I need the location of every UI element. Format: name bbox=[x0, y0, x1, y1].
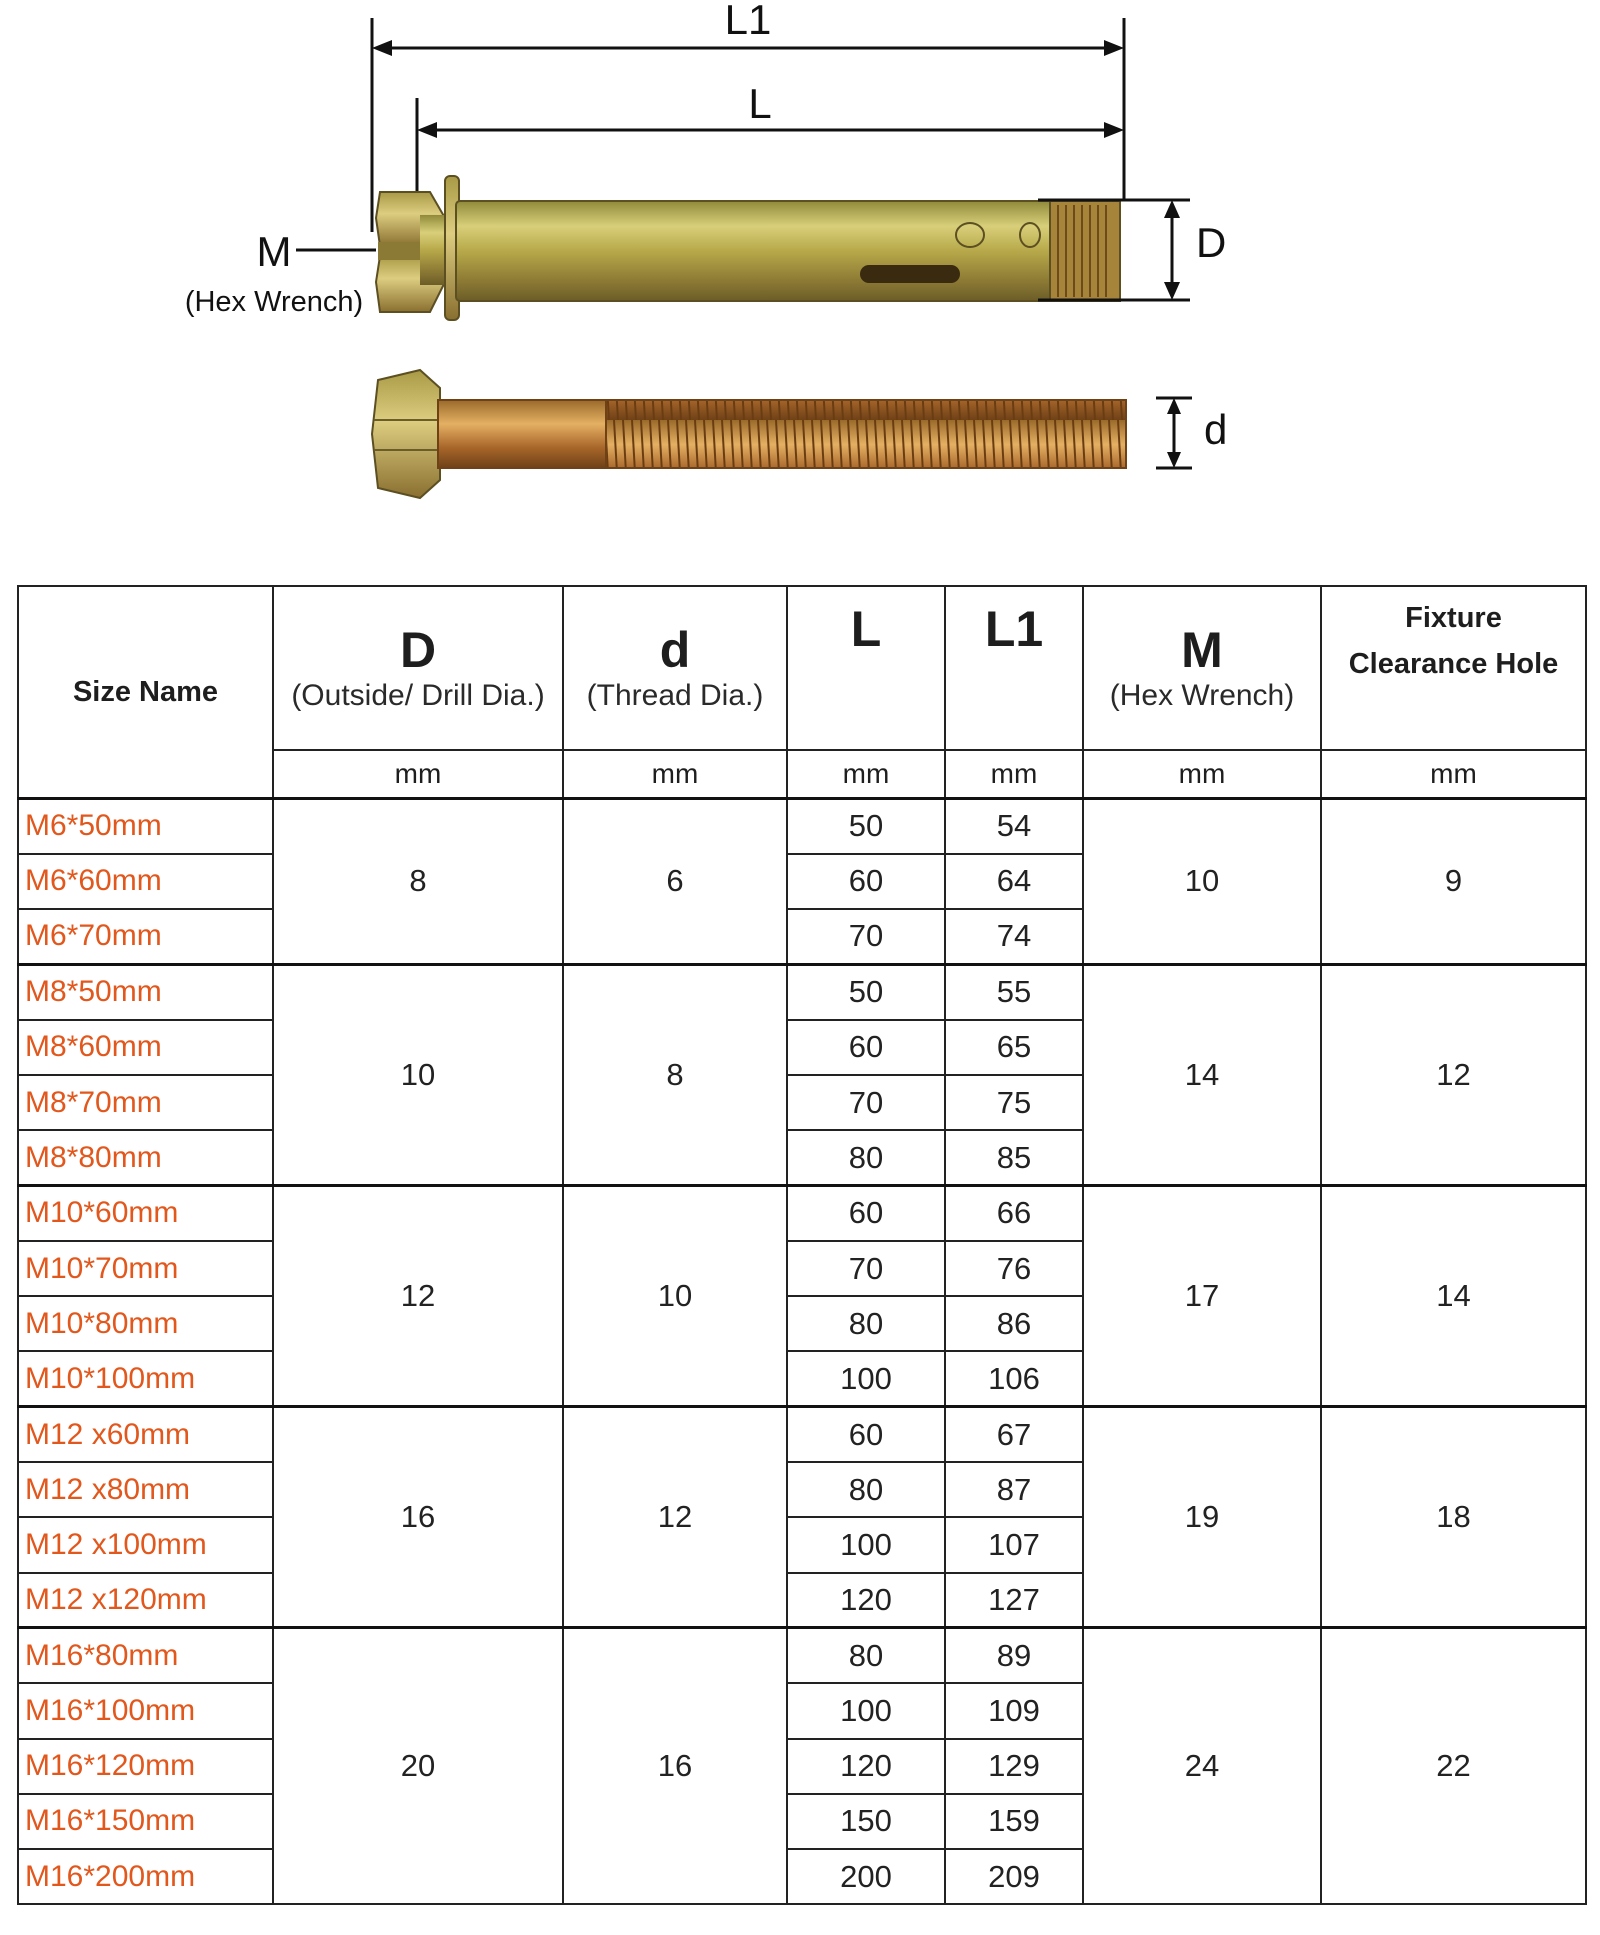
anchor-bolt-diagram bbox=[0, 0, 1600, 560]
d-thread-cell: 8 bbox=[563, 964, 787, 1185]
unit-l1: mm bbox=[945, 750, 1083, 799]
l1-cell: 74 bbox=[945, 909, 1083, 964]
l-cell: 100 bbox=[787, 1683, 945, 1738]
m-cell: 24 bbox=[1083, 1628, 1321, 1904]
l1-cell: 85 bbox=[945, 1130, 1083, 1185]
size-name-cell: M8*50mm bbox=[18, 964, 273, 1019]
size-name-cell: M8*70mm bbox=[18, 1075, 273, 1130]
header-d-thread: d (Thread Dia.) bbox=[563, 586, 787, 750]
l1-cell: 66 bbox=[945, 1186, 1083, 1241]
size-name-cell: M12 x80mm bbox=[18, 1462, 273, 1517]
d-outer-cell: 8 bbox=[273, 799, 563, 965]
l-cell: 120 bbox=[787, 1739, 945, 1794]
size-group-m12 bbox=[18, 1407, 1586, 1628]
header-l: L bbox=[787, 586, 945, 750]
l1-cell: 75 bbox=[945, 1075, 1083, 1130]
size-group-m16 bbox=[18, 1628, 1586, 1904]
l1-cell: 129 bbox=[945, 1739, 1083, 1794]
l-cell: 60 bbox=[787, 1020, 945, 1075]
l-cell: 70 bbox=[787, 1075, 945, 1130]
m-cell: 19 bbox=[1083, 1407, 1321, 1628]
l-cell: 60 bbox=[787, 1407, 945, 1462]
threaded-bolt bbox=[372, 370, 1126, 498]
size-name-cell: M16*100mm bbox=[18, 1683, 273, 1738]
size-name-cell: M10*70mm bbox=[18, 1241, 273, 1296]
d-thread-cell: 16 bbox=[563, 1628, 787, 1904]
l-cell: 70 bbox=[787, 909, 945, 964]
l1-cell: 159 bbox=[945, 1794, 1083, 1849]
header-fixture: Fixture Clearance Hole bbox=[1321, 586, 1586, 750]
table-row bbox=[18, 1186, 1586, 1241]
size-name-cell: M10*100mm bbox=[18, 1351, 273, 1406]
l-cell: 70 bbox=[787, 1241, 945, 1296]
l1-cell: 107 bbox=[945, 1517, 1083, 1572]
size-name-cell: M8*60mm bbox=[18, 1020, 273, 1075]
m-cell: 14 bbox=[1083, 964, 1321, 1185]
m-cell: 17 bbox=[1083, 1186, 1321, 1407]
l-cell: 200 bbox=[787, 1849, 945, 1904]
size-name-cell: M10*60mm bbox=[18, 1186, 273, 1241]
l-label: L bbox=[748, 80, 772, 127]
l-cell: 80 bbox=[787, 1628, 945, 1683]
l1-cell: 209 bbox=[945, 1849, 1083, 1904]
size-name-cell: M12 x120mm bbox=[18, 1573, 273, 1628]
l1-label: L1 bbox=[724, 0, 772, 43]
l1-cell: 87 bbox=[945, 1462, 1083, 1517]
l-cell: 100 bbox=[787, 1351, 945, 1406]
d-outer-cell: 16 bbox=[273, 1407, 563, 1628]
d-outer-cell: 12 bbox=[273, 1186, 563, 1407]
unit-fixture: mm bbox=[1321, 750, 1586, 799]
unit-d-outer: mm bbox=[273, 750, 563, 799]
d-thread-label: d bbox=[1204, 406, 1228, 453]
d-thread-cell: 6 bbox=[563, 799, 787, 965]
l1-cell: 76 bbox=[945, 1241, 1083, 1296]
header-l1: L1 bbox=[945, 586, 1083, 750]
size-group-m6 bbox=[18, 799, 1586, 965]
fixture-cell: 18 bbox=[1321, 1407, 1586, 1628]
l1-cell: 109 bbox=[945, 1683, 1083, 1738]
l1-cell: 89 bbox=[945, 1628, 1083, 1683]
d-thread-cell: 12 bbox=[563, 1407, 787, 1628]
size-name-cell: M12 x60mm bbox=[18, 1407, 273, 1462]
l1-cell: 55 bbox=[945, 964, 1083, 1019]
l-cell: 80 bbox=[787, 1462, 945, 1517]
d-outer-label: D bbox=[1196, 219, 1227, 266]
size-group-m8 bbox=[18, 964, 1586, 1185]
l1-cell: 67 bbox=[945, 1407, 1083, 1462]
size-name-cell: M16*80mm bbox=[18, 1628, 273, 1683]
size-group-m10 bbox=[18, 1186, 1586, 1407]
l-cell: 80 bbox=[787, 1296, 945, 1351]
d-thread-cell: 10 bbox=[563, 1186, 787, 1407]
l-cell: 50 bbox=[787, 964, 945, 1019]
table-row bbox=[18, 1628, 1586, 1683]
table-row bbox=[18, 1407, 1586, 1462]
size-name-cell: M6*70mm bbox=[18, 909, 273, 964]
l-cell: 120 bbox=[787, 1573, 945, 1628]
l1-cell: 64 bbox=[945, 854, 1083, 909]
header-d-outer: D (Outside/ Drill Dia.) bbox=[273, 586, 563, 750]
l-cell: 50 bbox=[787, 799, 945, 854]
fixture-cell: 14 bbox=[1321, 1186, 1586, 1407]
size-name-cell: M6*50mm bbox=[18, 799, 273, 854]
m-cell: 10 bbox=[1083, 799, 1321, 965]
m-hex-dimension bbox=[185, 228, 376, 318]
l1-cell: 86 bbox=[945, 1296, 1083, 1351]
l1-cell: 106 bbox=[945, 1351, 1083, 1406]
l1-cell: 65 bbox=[945, 1020, 1083, 1075]
fixture-cell: 12 bbox=[1321, 964, 1586, 1185]
m-note: (Hex Wrench) bbox=[184, 286, 364, 318]
m-label: M bbox=[256, 228, 292, 275]
l-cell: 150 bbox=[787, 1794, 945, 1849]
assembled-anchor bbox=[376, 176, 1120, 320]
size-name-cell: M16*120mm bbox=[18, 1739, 273, 1794]
l-cell: 60 bbox=[787, 1186, 945, 1241]
unit-m: mm bbox=[1083, 750, 1321, 799]
size-name-cell: M16*200mm bbox=[18, 1849, 273, 1904]
header-size-name: Size Name bbox=[18, 586, 273, 799]
fixture-cell: 22 bbox=[1321, 1628, 1586, 1904]
d-outer-cell: 20 bbox=[273, 1628, 563, 1904]
d-thread-dimension bbox=[1156, 398, 1227, 468]
size-name-cell: M10*80mm bbox=[18, 1296, 273, 1351]
table-row bbox=[18, 964, 1586, 1019]
fixture-cell: 9 bbox=[1321, 799, 1586, 965]
table-row bbox=[18, 799, 1586, 854]
d-outer-cell: 10 bbox=[273, 964, 563, 1185]
spec-table bbox=[17, 585, 1587, 1905]
l1-cell: 54 bbox=[945, 799, 1083, 854]
size-name-cell: M12 x100mm bbox=[18, 1517, 273, 1572]
l1-cell: 127 bbox=[945, 1573, 1083, 1628]
l-cell: 60 bbox=[787, 854, 945, 909]
l-cell: 80 bbox=[787, 1130, 945, 1185]
l-cell: 100 bbox=[787, 1517, 945, 1572]
l-dimension bbox=[417, 80, 1124, 200]
unit-d-thread: mm bbox=[563, 750, 787, 799]
size-name-cell: M6*60mm bbox=[18, 854, 273, 909]
size-name-cell: M8*80mm bbox=[18, 1130, 273, 1185]
size-name-cell: M16*150mm bbox=[18, 1794, 273, 1849]
unit-l: mm bbox=[787, 750, 945, 799]
header-m: M (Hex Wrench) bbox=[1083, 586, 1321, 750]
